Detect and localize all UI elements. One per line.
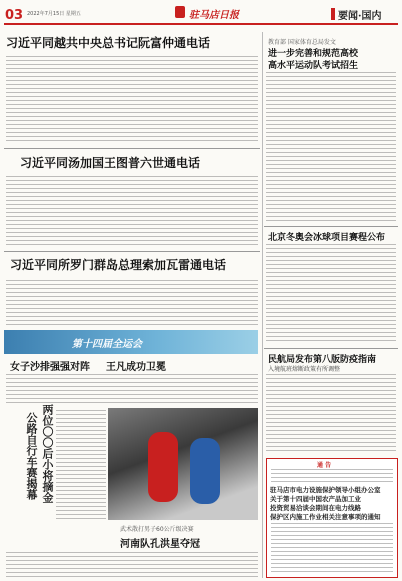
bottom-body xyxy=(6,552,258,578)
fighter-red xyxy=(148,432,178,502)
notice-header: 通 告 xyxy=(317,462,332,469)
column-divider xyxy=(262,32,263,578)
article-2-body xyxy=(6,176,258,246)
vertical-title: 两位〇〇后小将摘金 xyxy=(41,404,54,503)
photo-caption: 武术散打男子60公斤级决赛 xyxy=(120,526,194,533)
sports-body xyxy=(6,374,258,404)
section-tab xyxy=(331,8,335,20)
divider xyxy=(264,226,398,227)
notice-intro xyxy=(271,469,393,483)
right-3-body xyxy=(266,374,396,454)
right-1-body xyxy=(266,72,396,222)
article-3-title: 习近平同所罗门群岛总理索加瓦雷通电话 xyxy=(10,258,227,272)
right-1-kicker: 教育部 国家体育总局发文 xyxy=(268,39,336,46)
notice-body xyxy=(271,523,393,575)
sports-banner-text: 第十四届全运会 xyxy=(72,339,142,350)
divider xyxy=(4,148,260,149)
notice-title-3: 投资贸易洽谈会期间在电力线路 xyxy=(270,504,361,512)
sports-banner xyxy=(4,330,258,354)
article-2-title: 习近平同汤加国王图普六世通电话 xyxy=(20,156,201,170)
vertical-article-body xyxy=(56,410,106,520)
page-header xyxy=(0,0,402,32)
bottom-title: 河南队孔洪星夺冠 xyxy=(120,539,200,550)
divider xyxy=(4,251,260,252)
right-1-title-line2: 高水平运动队考试招生 xyxy=(268,61,359,71)
fighter-blue xyxy=(190,438,220,504)
header-date: 2022年7月15日 星期五 xyxy=(27,11,81,17)
right-2-body xyxy=(266,244,396,344)
article-1-title: 习近平同越共中央总书记阮富仲通电话 xyxy=(6,36,211,50)
vertical-subtitle: 公路自行车赛揭幕 xyxy=(25,412,38,500)
page-number: 03 xyxy=(5,8,24,23)
notice-title-1: 驻马店市电力设施保护领导小组办公室 xyxy=(270,486,381,494)
masthead-title: 驻马店日报 xyxy=(189,10,239,21)
right-3-subtitle: 入境航班熔断政策有所调整 xyxy=(268,366,341,373)
sports-photo xyxy=(108,408,258,520)
article-3-body xyxy=(6,280,258,328)
sports-title-1: 女子沙排强强对阵 xyxy=(10,362,90,373)
section-title: 要闻·国内 xyxy=(338,11,382,22)
article-1-body xyxy=(6,56,258,144)
notice-box xyxy=(266,458,398,578)
header-rule xyxy=(4,23,398,25)
right-3-title: 民航局发布第八版防疫指南 xyxy=(268,355,377,365)
right-2-title: 北京冬奥会冰球项目赛程公布 xyxy=(268,233,386,243)
divider xyxy=(264,348,398,349)
right-1-title-line1: 进一步完善和规范高校 xyxy=(268,49,359,59)
notice-title-4: 保护区内施工作业相关注意事项的通知 xyxy=(270,513,381,521)
masthead-emblem xyxy=(175,6,185,18)
sports-title-2: 王凡成功卫冕 xyxy=(106,362,166,373)
notice-title-2: 关于第十四届中国农产品加工业 xyxy=(270,495,361,503)
